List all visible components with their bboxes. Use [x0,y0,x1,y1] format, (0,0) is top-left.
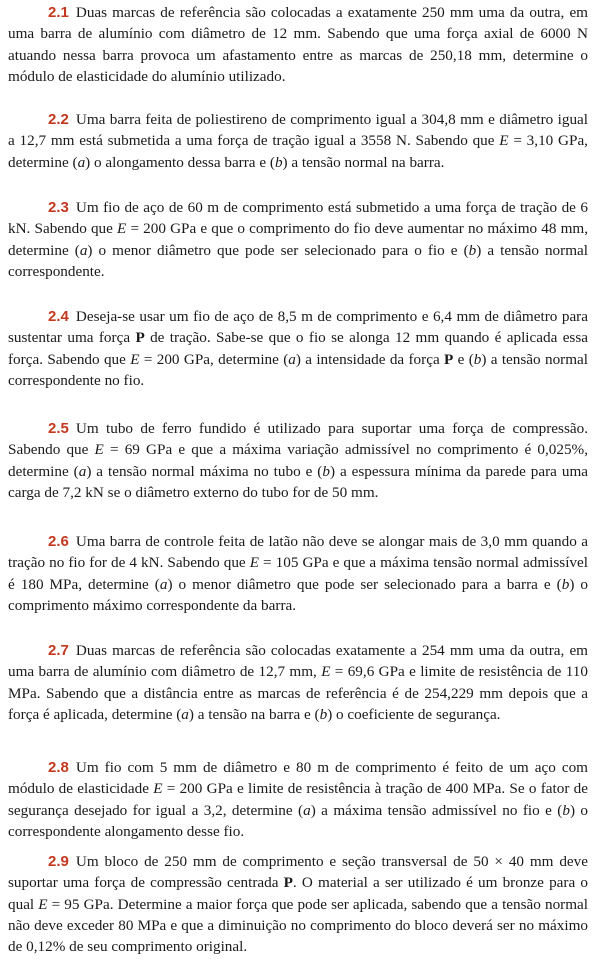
problem-text: ) a espessura mínima da parede para uma carga de 7,2 kN se o diâmetro externo do tubo for de 50 mm. [8,462,589,501]
problem-2-9 [8,851,588,957]
part-label-a: a [288,350,296,368]
problem-text: Um fio de aço de 60 m de comprimento está submetido a uma força de tração de 6 kN. Sabendo que [8,199,588,238]
problem-2-3 [8,197,588,282]
modulus-symbol: E [249,554,259,572]
problem-text: ) a tensão normal correspondente no fio. [8,350,588,389]
problem-text: Uma barra feita de poliestireno de comprimento igual a 304,8 mm e diâmetro igual a 12,7 mm está submetida a uma força de tração igual a 3558 N. Sabendo que [8,111,588,150]
problem-number: 2.9 [48,853,69,870]
part-label-a: a [77,153,86,171]
modulus-symbol: E [94,441,104,459]
problem-text: = 95 GPa. Determine a maior força que pode ser aplicada, sabendo que a tensão normal não deve exceder 80 MPa e que a diminuição no comprimento do bloco deverá ser no máximo de 0,12% de seu comprimento original. [8,895,588,956]
force-symbol: P [135,329,145,347]
problem-text: ) a tensão normal máxima no tubo e ( [86,462,323,480]
problem-number: 2.8 [48,759,69,776]
part-label-b: b [468,241,477,259]
modulus-symbol: E [321,663,331,681]
problem-text: Um fio com 5 mm de diâmetro e 80 m de comprimento é feito de um aço com módulo de elasticidade [8,759,588,798]
problem-2-4 [8,306,588,391]
problem-text: = 105 GPa e que a máxima tensão normal admissível é 180 MPa, determine ( [8,554,588,593]
problem-number: 2.2 [48,111,69,128]
problem-text: ) o menor diâmetro que pode ser selecionado para a barra e ( [167,575,562,593]
modulus-symbol: E [117,220,127,238]
problem-text: ) o coeficiente de segurança. [327,705,501,723]
problem-text: ) a tensão normal na barra. [282,153,445,171]
part-label-b: b [473,350,482,368]
force-symbol: P [283,874,293,892]
problem-text: Uma barra de controle feita de latão não deve se alongar mais de 3,0 mm quando a tração no fio for de 4 kN. Sabendo que [8,533,588,572]
modulus-symbol: E [38,895,48,913]
problem-text: ) o alongamento dessa barra e ( [85,153,275,171]
part-label-a: a [159,575,168,593]
problem-2-6 [8,531,588,616]
problem-text: e ( [453,350,474,368]
problem-text: = 200 GPa, determine ( [139,350,289,368]
problem-number: 2.1 [48,4,69,21]
modulus-symbol: E [499,132,509,150]
problem-text: = 3,10 GPa, determine ( [8,132,588,171]
part-label-a: a [181,705,189,723]
part-label-b: b [274,153,283,171]
problem-text: Duas marcas de referência são colocadas a exatamente 250 mm uma da outra, em uma barra de alumínio com diâmetro de 12 mm. Sabendo que uma força axial de 6000 N atuando nessa barra provoca um afastamento entre as marcas de 250,18 mm, determine o módulo de elasticidade do alumínio utilizado. [8,4,588,85]
problem-number: 2.4 [48,308,69,325]
part-label-a: a [78,462,87,480]
modulus-symbol: E [153,780,163,798]
problem-2-1 [8,2,588,87]
problem-text: = 69 GPa e que a máxima variação admissível no comprimento é 0,025%, determine ( [8,441,588,480]
problem-text: ) a tensão normal correspondente. [8,241,588,280]
problem-text: . O material a ser utilizado é um bronze para o qual [8,874,588,913]
problem-number: 2.5 [48,420,69,437]
problem-text: = 69,6 GPa e limite de resistência de 110 MPa. Sabendo que a distância entre as marcas de referência é de 254,229 mm depois que a força é aplicada, determine ( [8,663,588,723]
problem-2-8 [8,757,588,842]
part-label-b: b [562,801,570,819]
problem-text: ) a máxima tensão admissível no fio e ( [310,801,563,819]
part-label-a: a [79,241,88,259]
problem-number: 2.3 [48,199,69,216]
problem-text: = 200 GPa e limite de resistência à tração de 400 MPa. Se o fator de segurança desejado for igual a 3,2, determine ( [8,780,588,819]
modulus-symbol: E [130,350,140,368]
problem-text: Deseja-se usar um fio de aço de 8,5 m de comprimento e 6,4 mm de diâmetro para sustentar uma força [8,308,588,347]
problem-text: ) a tensão na barra e ( [188,705,320,723]
problem-text: Um bloco de 250 mm de comprimento e seção transversal de 50 × 40 mm deve suportar uma força de compressão centrada [8,853,588,892]
problem-text: de tração. Sabe-se que o fio se alonga 12 mm quando é aplicada essa força. Sabendo que [8,329,588,368]
part-label-b: b [561,575,570,593]
problem-text: Duas marcas de referência são colocadas exatamente a 254 mm uma da outra, em uma barra de alumínio com diâmetro de 12,7 mm, [8,642,588,681]
part-label-b: b [319,705,328,723]
problem-text: Um tubo de ferro fundido é utilizado para suportar uma força de compressão. Sabendo que [8,420,588,459]
problem-text: ) a intensidade da força [295,350,445,368]
problem-text: ) o menor diâmetro que pode ser selecionado para o fio e ( [87,241,469,259]
problem-number: 2.7 [48,642,69,659]
problem-2-5 [8,418,588,503]
part-label-b: b [322,462,330,480]
part-label-a: a [303,801,311,819]
force-symbol: P [444,350,454,368]
problem-2-7 [8,640,588,725]
problem-2-2 [8,109,588,173]
problem-text: = 200 GPa e que o comprimento do fio deve aumentar no máximo 48 mm, determine ( [8,220,588,259]
problem-text: ) o correspondente alongamento desse fio. [8,801,588,840]
problem-text: ) o comprimento máximo correspondente da barra. [8,575,588,614]
problem-number: 2.6 [48,533,69,550]
